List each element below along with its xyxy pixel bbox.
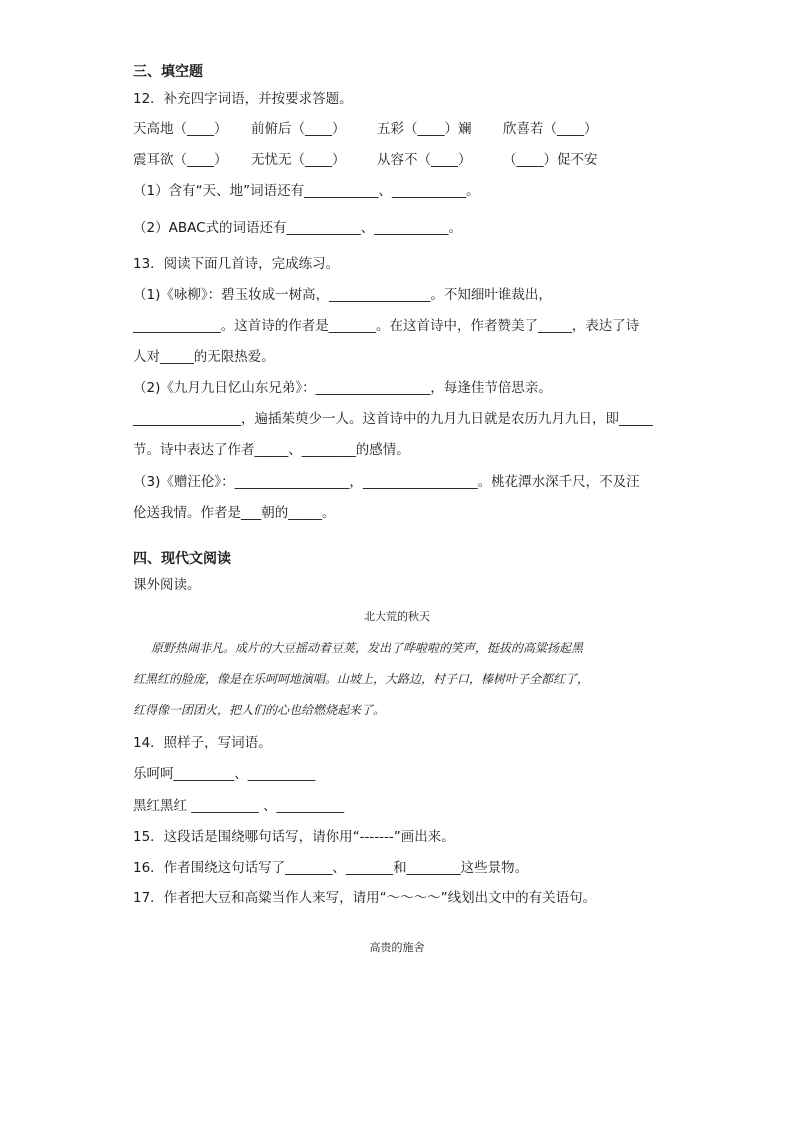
q13-line-4: （2)《九月九日忆山东兄弟》：_________________，每逢佳节倍思亲。 xyxy=(133,380,552,396)
q14-item-b: 黑红黑红 __________ 、__________ xyxy=(133,798,345,814)
q14-stem: 14．照样子，写词语。 xyxy=(133,735,272,751)
section-title-reading: 四、现代文阅读 xyxy=(133,551,231,567)
q12-word-4: 欣喜若（____） xyxy=(503,121,598,137)
q13-line-6: 节。诗中表达了作者_____、________的感情。 xyxy=(133,442,410,458)
q12-sub2: （2）ABAC式的词语还有___________、___________。 xyxy=(133,220,463,236)
q13-line-8: 伦送我情。作者是___朝的_____。 xyxy=(133,505,336,521)
q12-row1 xyxy=(133,119,598,139)
q17: 17．作者把大豆和高粱当作人来写，请用“～～～～”线划出文中的有关语句。 xyxy=(133,890,597,906)
q16: 16．作者围绕这句话写了_______、_______和________这些景物。 xyxy=(133,860,529,876)
q14-item-a: 乐呵呵_________、__________ xyxy=(133,766,316,782)
passage-line-1: 原野热闹非凡。成片的大豆摇动着豆荚，发出了哗啦啦的笑声，挺拔的高粱扬起黑 xyxy=(151,641,584,655)
q13-line-7: （3)《赠汪伦》：_________________，_________________。桃花潭水深千尺，不及汪 xyxy=(133,474,640,490)
q12-sub1: （1）含有“天、地”词语还有___________、___________。 xyxy=(133,183,480,199)
passage-title: 北大荒的秋天 xyxy=(364,610,430,623)
section-title-fill-blank: 三、填空题 xyxy=(133,64,203,80)
q12-word-3: 五彩（____）斓 xyxy=(377,121,472,137)
q13-line-2: _____________。这首诗的作者是_______。在这首诗中，作者赞美了_____，表达了诗 xyxy=(133,318,640,334)
q12-stem: 12．补充四字词语，并按要求答题。 xyxy=(133,91,353,107)
q12-word-5: 震耳欲（____） xyxy=(133,152,228,168)
q13-stem: 13．阅读下面几首诗，完成练习。 xyxy=(133,256,340,272)
q12-row2 xyxy=(133,150,598,170)
q13-line-3: 人对_____的无限热爱。 xyxy=(133,349,275,365)
q12-word-8: （____）促不安 xyxy=(503,152,598,168)
next-passage-title: 高贵的施舍 xyxy=(369,941,425,954)
q12-word-2: 前俯后（____） xyxy=(251,121,346,137)
q12-word-1: 天高地（____） xyxy=(133,121,228,137)
passage-line-2: 红黑红的脸庞，像是在乐呵呵地演唱。山坡上，大路边，村子口，榛树叶子全都红了， xyxy=(133,672,590,686)
q12-word-6: 无忧无（____） xyxy=(251,152,346,168)
q15: 15．这段话是围绕哪句话写，请你用“-------”画出来。 xyxy=(133,829,455,845)
passage-line-3: 红得像一团团火，把人们的心也给燃烧起来了。 xyxy=(133,703,386,717)
q13-line-1: （1)《咏柳》：碧玉妆成一树高，_______________。不知细叶谁裁出， xyxy=(133,287,552,303)
q12-word-7: 从容不（____） xyxy=(377,152,472,168)
reading-intro: 课外阅读。 xyxy=(133,577,201,593)
q13-line-5: ________________，遍插茱萸少一人。这首诗中的九月九日就是农历九月九日，即_____ xyxy=(133,411,653,427)
